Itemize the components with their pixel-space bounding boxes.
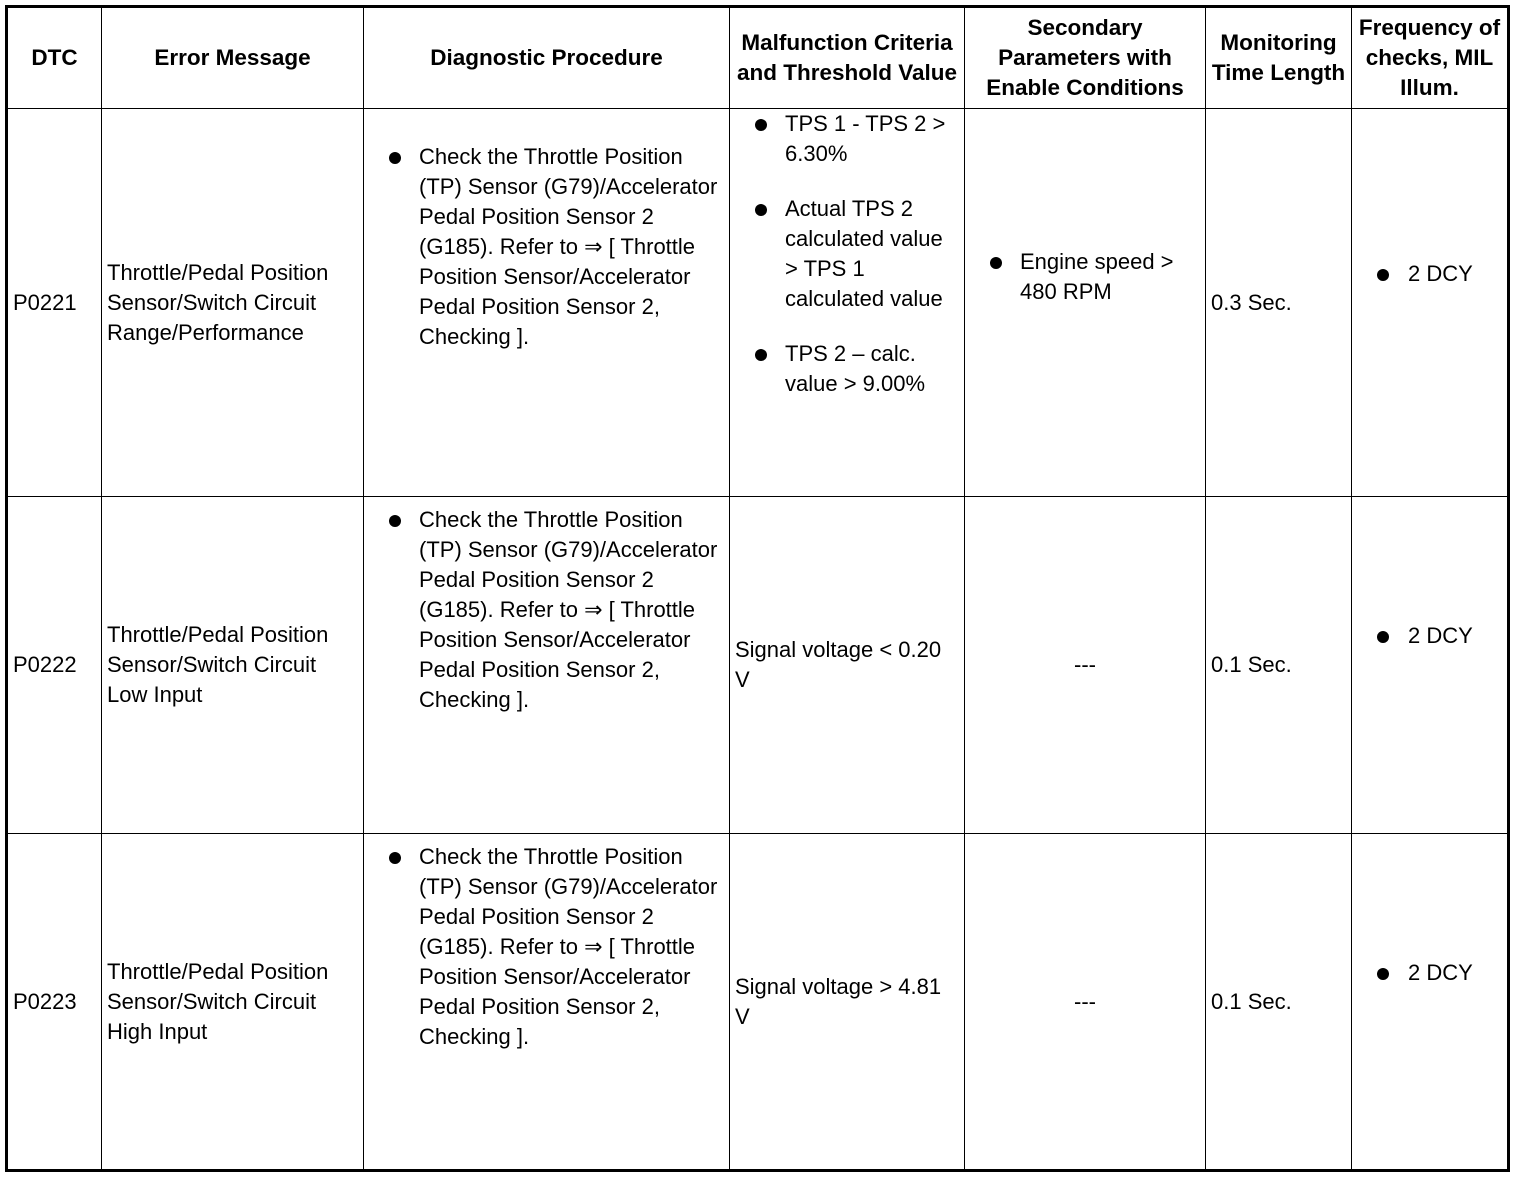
diagnostic-procedure <box>364 109 730 497</box>
dtc-table <box>5 5 1510 1172</box>
malfunction-criteria <box>730 109 965 497</box>
frequency-item: 2 DCY <box>1357 958 1502 988</box>
secondary-parameters: --- <box>965 834 1206 1171</box>
frequency <box>1352 497 1509 834</box>
procedure-text: Check the Throttle Position (TP) Sensor (G79)/Accelerator Pedal Position Sensor 2 (G185). Refer to ⇒ [ Throttle Position Sensor/Accelerator Pedal Position Sensor 2, Checking ]. <box>369 842 724 1052</box>
dtc-code: P0221 <box>7 109 102 497</box>
table-row <box>7 497 1509 834</box>
table-row <box>7 834 1509 1171</box>
header-diagnostic-procedure: Diagnostic Procedure <box>364 7 730 109</box>
header-frequency: Frequency of checks, MIL Illum. <box>1352 7 1509 109</box>
dtc-code: P0223 <box>7 834 102 1171</box>
secondary-parameters <box>965 109 1206 497</box>
diagnostic-procedure <box>364 497 730 834</box>
dtc-code: P0222 <box>7 497 102 834</box>
header-monitoring-time: Monitoring Time Length <box>1206 7 1352 109</box>
monitoring-time: 0.1 Sec. <box>1206 497 1352 834</box>
header-error-message: Error Message <box>102 7 364 109</box>
secondary-item: Engine speed > 480 RPM <box>970 247 1200 307</box>
header-dtc: DTC <box>7 7 102 109</box>
secondary-parameters: --- <box>965 497 1206 834</box>
frequency <box>1352 109 1509 497</box>
criteria-item: Actual TPS 2 calculated value > TPS 1 calculated value <box>735 194 959 314</box>
header-malfunction-criteria: Malfunction Criteria and Threshold Value <box>730 7 965 109</box>
header-secondary-parameters: Secondary Parameters with Enable Conditions <box>965 7 1206 109</box>
header-row <box>7 7 1509 109</box>
malfunction-criteria: Signal voltage < 0.20 V <box>730 497 965 834</box>
criteria-item: TPS 1 - TPS 2 > 6.30% <box>735 109 959 169</box>
error-message: Throttle/Pedal Position Sensor/Switch Circuit High Input <box>102 834 364 1171</box>
frequency-item: 2 DCY <box>1357 621 1502 651</box>
procedure-text: Check the Throttle Position (TP) Sensor (G79)/Accelerator Pedal Position Sensor 2 (G185). Refer to ⇒ [ Throttle Position Sensor/Accelerator Pedal Position Sensor 2, Checking ]. <box>369 505 724 715</box>
criteria-item: TPS 2 – calc. value > 9.00% <box>735 339 959 399</box>
frequency-item: 2 DCY <box>1357 259 1502 289</box>
monitoring-time: 0.1 Sec. <box>1206 834 1352 1171</box>
error-message: Throttle/Pedal Position Sensor/Switch Circuit Low Input <box>102 497 364 834</box>
diagnostic-procedure <box>364 834 730 1171</box>
error-message: Throttle/Pedal Position Sensor/Switch Circuit Range/Performance <box>102 109 364 497</box>
table-row <box>7 109 1509 497</box>
frequency <box>1352 834 1509 1171</box>
monitoring-time: 0.3 Sec. <box>1206 109 1352 497</box>
procedure-text: Check the Throttle Position (TP) Sensor (G79)/Accelerator Pedal Position Sensor 2 (G185). Refer to ⇒ [ Throttle Position Sensor/Accelerator Pedal Position Sensor 2, Checking ]. <box>369 142 724 352</box>
malfunction-criteria: Signal voltage > 4.81 V <box>730 834 965 1171</box>
